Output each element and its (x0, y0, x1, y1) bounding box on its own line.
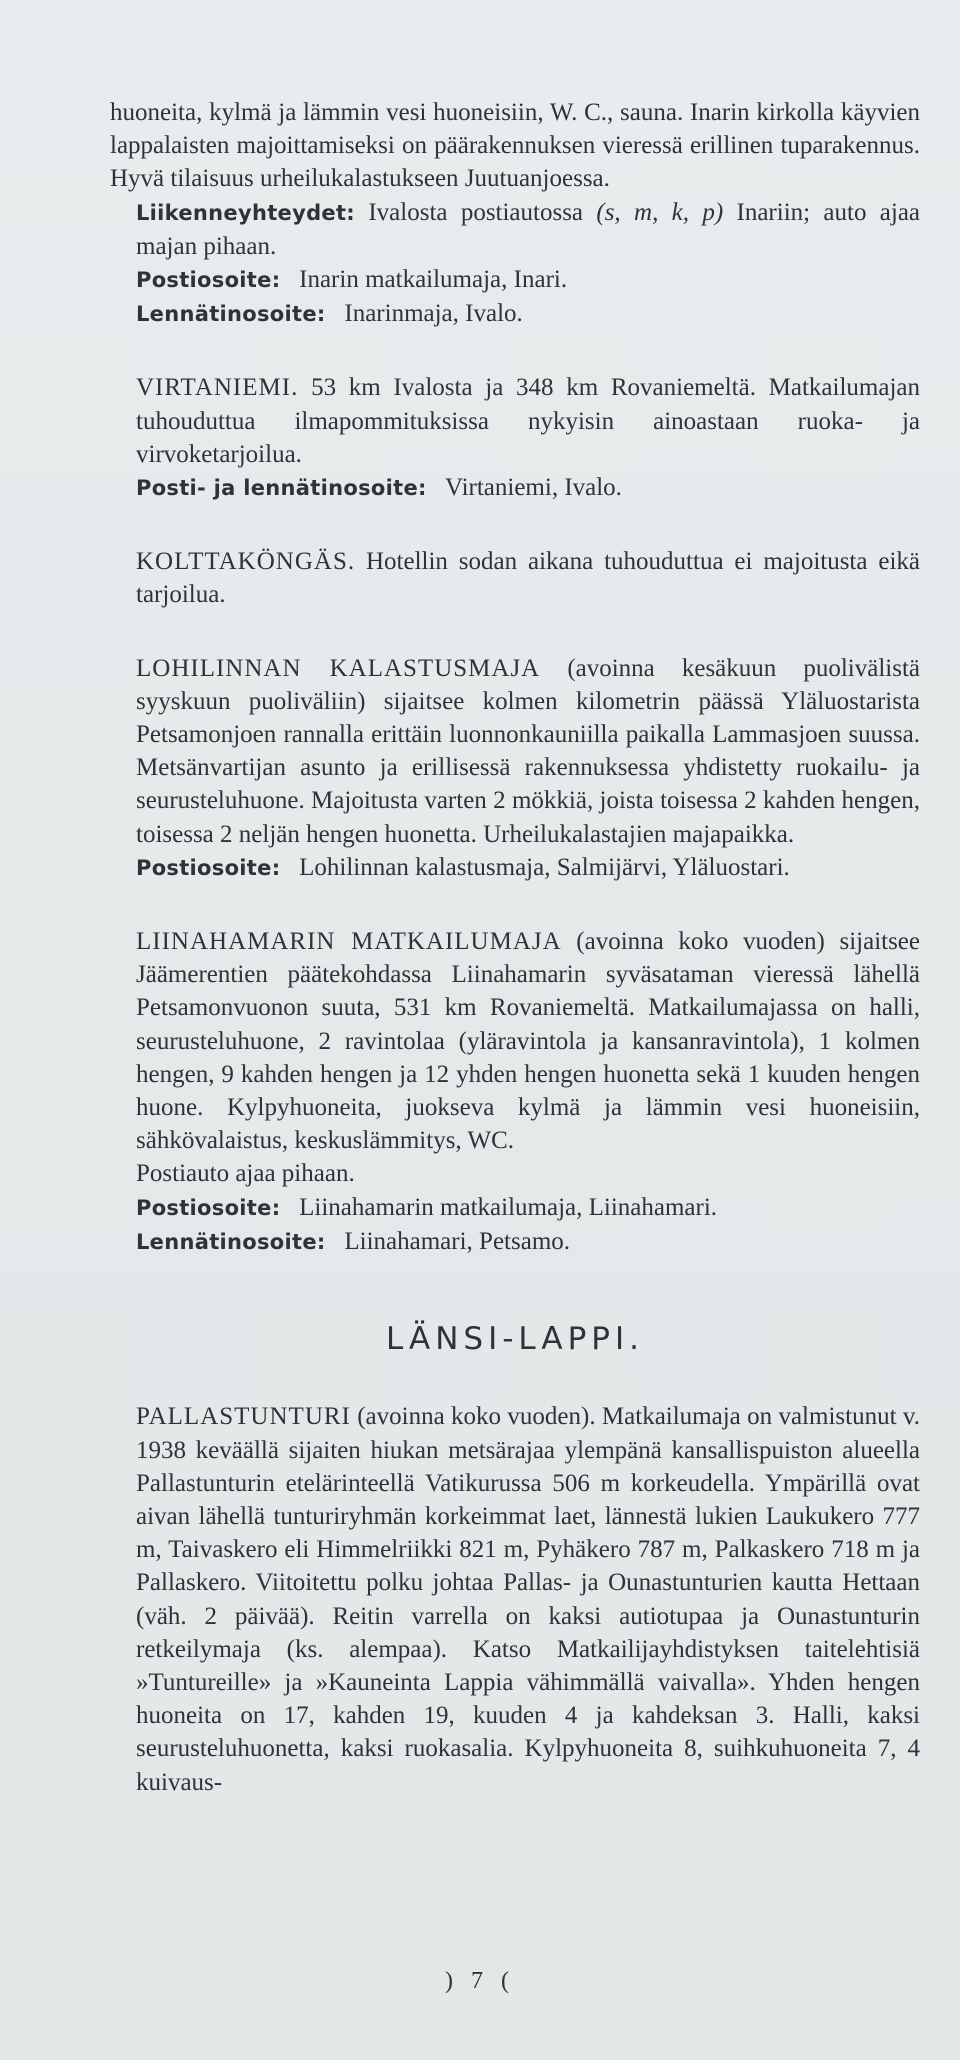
postal-address: Inarin matkailumaja, Inari. (299, 266, 568, 294)
liinahamari-text: (avoinna koko vuoden) sijaitsee Jäämerentien päätekohdassa Liinahamarin syväsataman vieressä lähellä Petsamonvuonon suuta, 531 km Rovaniemeltä. Matkailumajassa on halli, seurusteluhuone, 2 ravintolaa (yläravintola ja kansanravintola), 1 kolmen hengen, 9 kahden hengen ja 12 yhden hengen huonetta sekä 1 kuuden hengen huone. Kylpyhuoneita, juokseva kylmä ja lämmin vesi huoneisiin, sähkövalaistus, keskuslämmitys, WC. (136, 928, 921, 1155)
label-telegraph-liinahamari: Lennätinosoite: (136, 1229, 326, 1254)
paragraph-postal-inari (110, 263, 920, 297)
lohilinna-address: Lohilinnan kalastusmaja, Salmijärvi, Yläluostari. (299, 853, 790, 881)
page-number: ) 7 ( (445, 1968, 515, 1994)
transport-italic: (s, m, k, p) (596, 198, 724, 226)
paragraph-lohilinna-address (110, 851, 920, 885)
heading-kolttakongas: KOLTTAKÖNGÄS. (136, 548, 356, 576)
virtaniemi-text: 53 km Ivalosta ja 348 km Rovaniemeltä. Matkailumajan tuhouduttua ilmapommituksissa nykyisin ainoastaan ruoka- ja virvoketarjoilua. (136, 374, 921, 468)
label-transport: Liikenneyhteydet: (136, 200, 355, 225)
paragraph-lohilinna (110, 652, 920, 851)
label-postal-liinahamari: Postiosoite: (136, 1195, 281, 1220)
paragraph-liinahamari-bus: Postiauto ajaa pihaan. (136, 1160, 355, 1188)
label-telegraph: Lennätinosoite: (136, 302, 326, 327)
kolttakongas-text: Hotellin sodan aikana tuhouduttua ei majoitusta eikä tarjoilua. (136, 548, 920, 609)
transport-text-a: Ivalosta postiautossa (368, 198, 584, 226)
heading-pallastunturi: PALLASTUNTURI (136, 1403, 351, 1431)
paragraph-inari-continued: huoneita, kylmä ja lämmin vesi huoneisiin, W. C., sauna. Inarin kirkolla käyvien lappalaisten majoittamiseksi on päärakennuksen vieressä erillinen tuparakennus. Hyvä tilaisuus urheilukalastukseen Juutuanjoessa. (110, 99, 920, 193)
label-post-telegraph: Posti- ja lennätinosoite: (136, 476, 427, 501)
paragraph-transport (110, 196, 920, 263)
transport-text-b: Inariin; auto ajaa majan pihaan. (136, 198, 921, 260)
pallastunturi-text: (avoinna koko vuoden). Matkailumaja on valmistunut v. 1938 keväällä sijaiten hiukan metsärajaa ylempänä kansallispuiston alueella Pallastunturin etelärinteellä Vatikurussa 506 m korkeudella. Ympärillä ovat aivan lähellä tunturiryhmän korkeimmat laet, lännestä lukien Laukukero 777 m, Taivaskero eli Himmelriikki 821 m, Pyhäkero 787 m, Palkaskero 718 m ja Pallaskero. Viitoitettu polku johtaa Pallas- ja Ounastunturien kautta Hettaan (väh. 2 päivää). Reitin varrella on kaksi autiotupaa ja Ounastunturin retkeilymaja (ks. alempaa). Katso Matkailijayhdistyksen taitelehtisiä »Tuntureille» ja »Kauneinta Lappia vähimmällä vaivalla». Yhden hengen huoneita on 17, kahden 19, kuuden 4 ja kahdeksan 3. Halli, kaksi seurusteluhuonetta, kaksi ruokasalia. Kylpyhuoneita 8, suihkuhuoneita 7, 4 kuivaus- (136, 1403, 920, 1796)
paragraph-telegraph-inari (110, 297, 920, 331)
heading-virtaniemi: VIRTANIEMI. (136, 374, 299, 402)
paragraph-virtaniemi-address (110, 471, 920, 505)
paragraph-kolttakongas (110, 545, 920, 611)
liinahamari-postal-address: Liinahamarin matkailumaja, Liinahamari. (299, 1193, 718, 1221)
section-title-lansi-lappi: LÄNSI-LAPPI. (386, 1321, 644, 1358)
liinahamari-telegraph-address: Liinahamari, Petsamo. (344, 1227, 571, 1255)
paragraph-liinahamari-telegraph (110, 1225, 920, 1259)
heading-lohilinna: LOHILINNAN KALASTUSMAJA (136, 654, 541, 682)
paragraph-liinahamari-postal (110, 1191, 920, 1225)
lohilinna-text: (avoinna kesäkuun puolivälistä syyskuun puoliväliin) sijaitsee kolmen kilometrin päässä Yläluostarista Petsamonjoen rannalla erittäin luonnonkauniilla paikalla Lammasjoen suussa. Metsänvartijan asunto ja erillisessä rakennuksessa yhdistetty ruokailu- ja seurusteluhuone. Majoitusta varten 2 mökkiä, joista toisessa 2 kahden hengen, toisessa 2 neljän hengen huonetta. Urheilukalastajien majapaikka. (136, 654, 920, 848)
label-postal: Postiosoite: (136, 268, 281, 293)
telegraph-address: Inarinmaja, Ivalo. (344, 300, 523, 328)
virtaniemi-address: Virtaniemi, Ivalo. (445, 474, 622, 502)
paragraph-liinahamari (110, 925, 920, 1157)
paragraph-virtaniemi (110, 371, 920, 471)
heading-liinahamari: LIINAHAMARIN MATKAILUMAJA (136, 928, 562, 956)
paragraph-pallastunturi (110, 1400, 920, 1798)
text-column (110, 96, 920, 1799)
label-postal-lohilinna: Postiosoite: (136, 855, 281, 880)
